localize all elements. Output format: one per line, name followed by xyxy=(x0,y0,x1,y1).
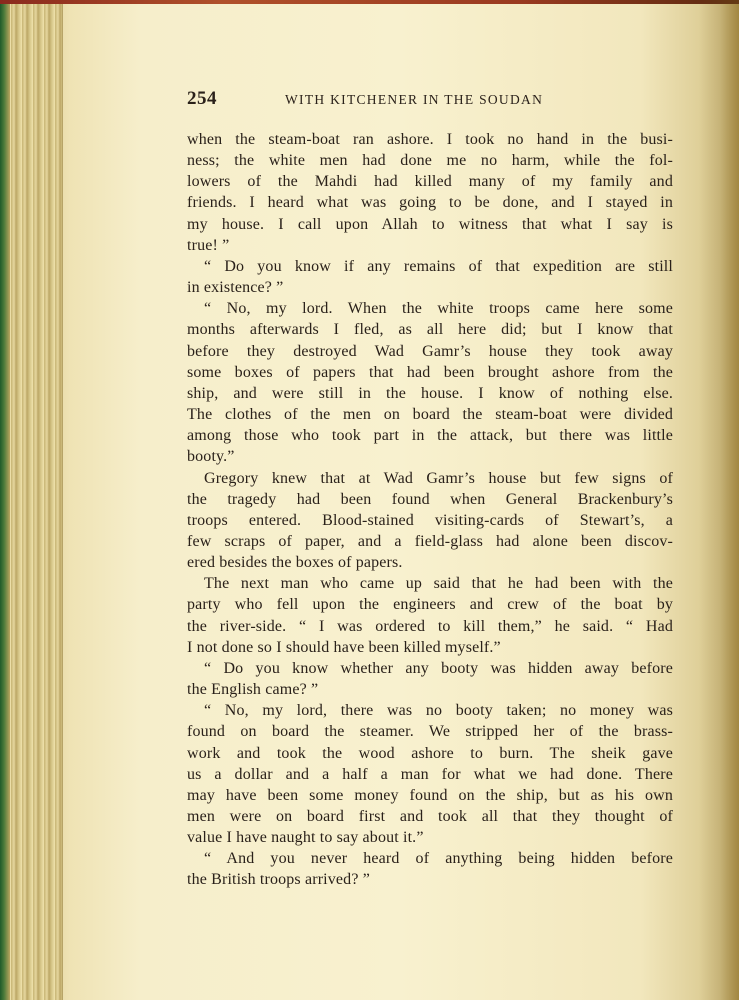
text-line: the tragedy had been found when General Brackenbury’s xyxy=(187,490,673,508)
text-line: troops entered. Blood-stained visiting-cards of Stewart’s, a xyxy=(187,511,673,529)
text-line: value I have naught to say about it.” xyxy=(187,829,424,847)
text-line: “ Do you know whether any booty was hidden away before xyxy=(204,659,673,677)
text-line: friends. I heard what was going to be done, and I stayed in xyxy=(187,194,673,212)
text-line: true! ” xyxy=(187,236,230,254)
text-line: Gregory knew that at Wad Gamr’s house but few signs of xyxy=(204,469,673,487)
book-top-edge xyxy=(0,0,739,4)
text-line: months afterwards I fled, as all here did; but I know that xyxy=(187,321,673,339)
text-line: The clothes of the men on board the steam-boat were divided xyxy=(187,406,673,424)
text-line: before they destroyed Wad Gamr’s house they took away xyxy=(187,342,673,360)
page-number: 254 xyxy=(187,88,217,109)
text-line: few scraps of paper, and a field-glass had alone been discov- xyxy=(187,532,673,550)
book-cover-edge xyxy=(0,0,10,1000)
text-line: in existence? ” xyxy=(187,279,284,297)
text-line: “ Do you know if any remains of that expedition are still xyxy=(204,257,673,275)
gutter-shadow xyxy=(699,0,739,1000)
text-line: men were on board first and took all that they thought of xyxy=(187,808,673,825)
text-line: work and took the wood ashore to burn. The sheik gave xyxy=(187,744,673,762)
text-line: ered besides the boxes of papers. xyxy=(187,554,403,572)
running-head: WITH KITCHENER IN THE SOUDAN xyxy=(285,92,544,107)
text-line: found on board the steamer. We stripped her of the brass- xyxy=(187,723,673,741)
text-line: “ And you never heard of anything being hidden before xyxy=(204,850,673,868)
text-line: the river-side. “ I was ordered to kill them,” he said. “ Had xyxy=(187,617,673,635)
text-line: I not done so I should have been killed myself.” xyxy=(187,638,501,656)
text-line: the British troops arrived? ” xyxy=(187,871,370,889)
text-line: us a dollar and a half a man for what we had done. There xyxy=(187,765,673,783)
text-line: “ No, my lord. When the white troops came here some xyxy=(204,300,673,318)
text-line: party who fell upon the engineers and crew of the boat by xyxy=(187,596,673,614)
text-line: among those who took part in the attack, but there was little xyxy=(187,427,673,445)
text-line: the English came? ” xyxy=(187,681,319,699)
text-line: lowers of the Mahdi had killed many of my family and xyxy=(187,173,673,191)
page-header xyxy=(187,88,673,114)
body-text xyxy=(187,129,673,891)
text-line: may have been some money found on the ship, but as his own xyxy=(187,786,673,804)
text-line: ship, and were still in the house. I know of nothing else. xyxy=(187,384,673,402)
text-line: when the steam-boat ran ashore. I took no hand in the busi- xyxy=(187,131,673,148)
text-line: The next man who came up said that he had been with the xyxy=(204,575,673,593)
text-line: my house. I call upon Allah to witness that what I say is xyxy=(187,215,673,233)
text-line: booty.” xyxy=(187,448,235,466)
text-line: ness; the white men had done me no harm, while the fol- xyxy=(187,152,673,170)
text-line: some boxes of papers that had been brought ashore from the xyxy=(187,363,673,381)
text-line: “ No, my lord, there was no booty taken; no money was xyxy=(204,702,673,720)
